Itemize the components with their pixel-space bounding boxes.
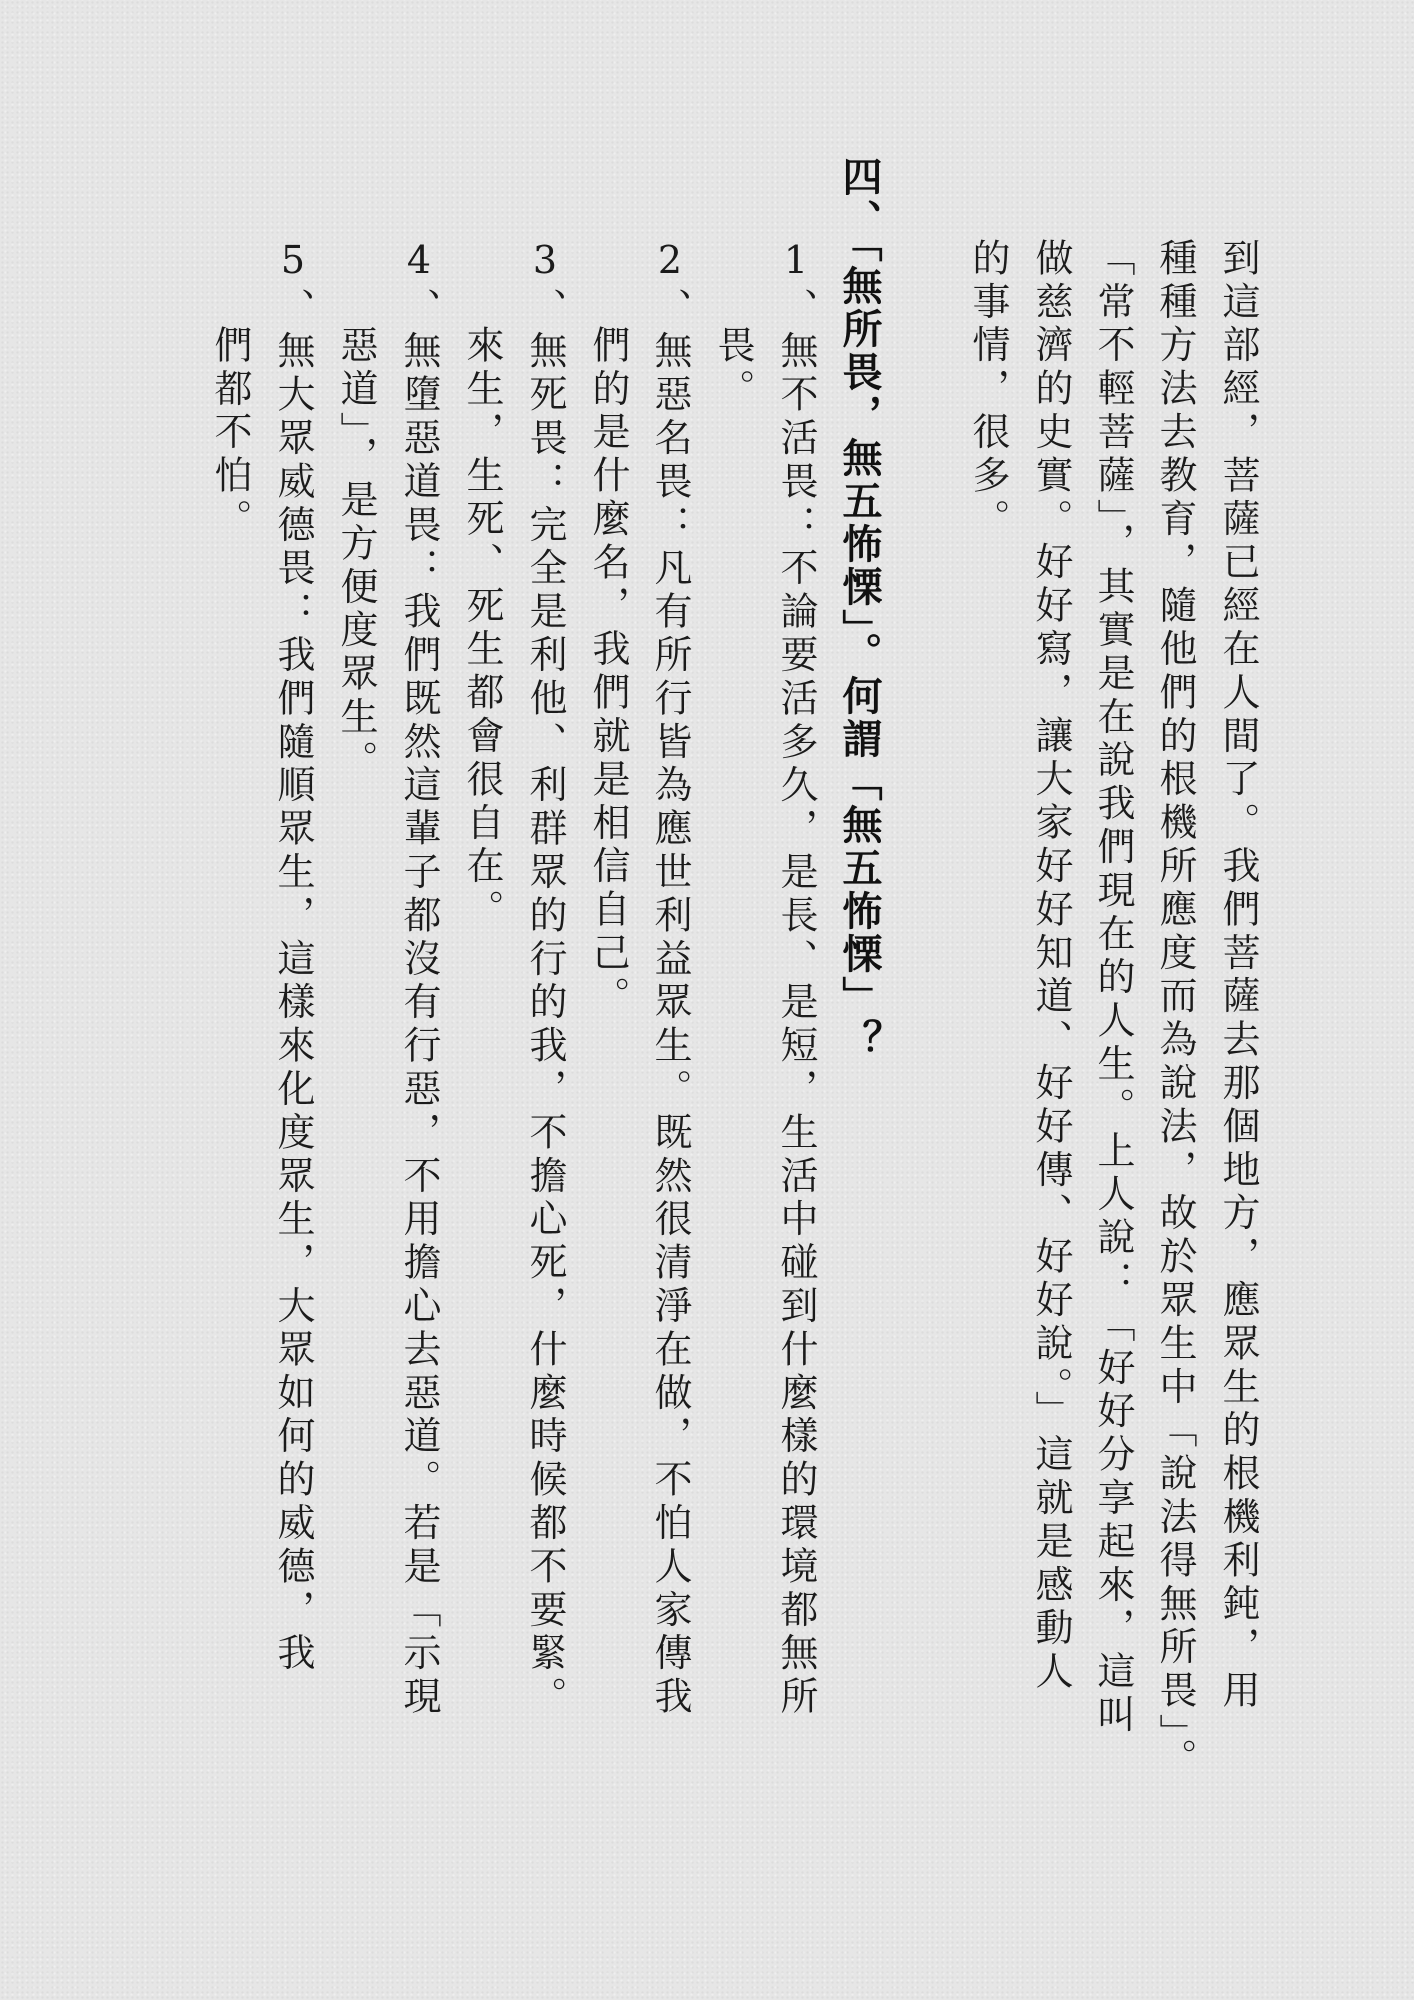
paragraph-line: 的事情，很多。 bbox=[966, 238, 1010, 542]
list-item-line: 3、無死畏：完全是利他、利群眾的行的我，不擔心死，什麼時候都不要緊。 bbox=[523, 238, 567, 1720]
paragraph-line: 「常不輕菩薩」，其實是在說我們現在的人生。上人說：「好好分享起來，這叫 bbox=[1091, 238, 1135, 1738]
list-item-line: 4、無墮惡道畏：我們既然這輩子都沒有行惡，不用擔心去惡道。若是「示現 bbox=[397, 238, 441, 1720]
paragraph-line: 種種方法去教育，隨他們的根機所應度而為說法，故於眾生中「說法得無所畏」。 bbox=[1153, 238, 1197, 1782]
list-item-line: 1、無不活畏：不論要活多久，是長、是短，生活中碰到什麼樣的環境都無所 bbox=[774, 238, 818, 1720]
list-item-continuation: 們都不怕。 bbox=[208, 325, 252, 542]
list-item-line: 5、無大眾威德畏：我們隨順眾生，這樣來化度眾生，大眾如何的威德，我 bbox=[271, 238, 315, 1677]
list-item-continuation: 來生，生死、死生都會很自在。 bbox=[460, 325, 504, 933]
section-heading: 四、「無所畏，無五怖慄」。何謂「無五怖慄」？ bbox=[836, 156, 883, 1062]
list-item-continuation: 畏。 bbox=[711, 325, 755, 412]
list-item-continuation: 惡道」，是方便度眾生。 bbox=[334, 325, 378, 784]
list-item-continuation: 們的是什麼名，我們就是相信自己。 bbox=[586, 325, 630, 1020]
paragraph-line: 到這部經，菩薩已經在人間了。我們菩薩去那個地方，應眾生的根機利鈍，用 bbox=[1216, 238, 1260, 1714]
list-item-line: 2、無惡名畏：凡有所行皆為應世利益眾生。既然很清淨在做，不怕人家傳我 bbox=[648, 238, 692, 1720]
paragraph-line: 做慈濟的史實。好好寫，讓大家好好知道、好好傳、好好說。」這就是感動人 bbox=[1029, 238, 1073, 1695]
